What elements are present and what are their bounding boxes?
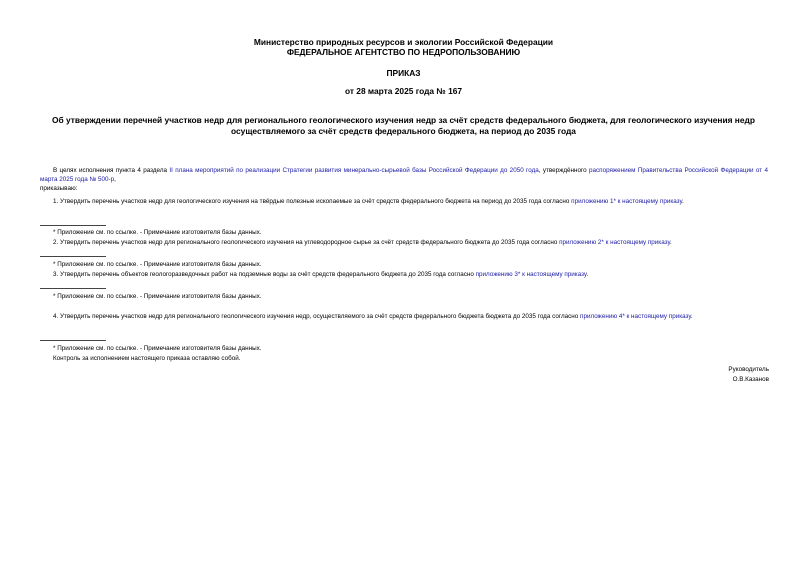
government-order-link[interactable]: распоряжением Правительства Российской Федерации от 4 марта 2025 года № 500-р — [40, 167, 768, 183]
footnote-rule — [40, 256, 106, 257]
item-4-tail: . — [690, 313, 693, 320]
signature-name: О.В.Казанов — [732, 376, 769, 383]
item-2-tail: . — [669, 239, 672, 246]
appendix-1-link[interactable]: приложению 1* к настоящему приказу — [571, 198, 683, 205]
item-2-text: 2. Утвердить перечень участков недр для регионального геологического изучения на углеводородное сырье за счёт средств федерального бюджета до 2035 года согласно — [53, 239, 560, 246]
preamble-text: , — [114, 175, 116, 183]
item-1 — [40, 198, 768, 207]
order-word: приказываю: — [40, 185, 78, 192]
item-3-text: 3. Утвердить перечень объектов геологоразведочных работ на подземные воды за счёт средств федерального бюджета до 2035 года согласно — [53, 271, 476, 278]
ministry-name: Министерство природных ресурсов и экологии Российской Федерации — [253, 37, 554, 47]
item-2 — [40, 239, 768, 248]
document-date-number: от 28 марта 2025 года № 167 — [344, 86, 463, 96]
strategy-plan-link[interactable]: II плана мероприятий по реализации Стратегии развития минерально-сырьевой базы Российской Федерации до 2050 года — [169, 167, 539, 174]
item-3 — [40, 271, 768, 280]
signature-position: Руководитель — [728, 366, 769, 373]
appendix-4-link[interactable]: приложению 4* к настоящему приказу — [580, 313, 691, 320]
appendix-2-link[interactable]: приложению 2* к настоящему приказу — [559, 239, 670, 246]
item-1-text: 1. Утвердить перечень участков недр для геологического изучения на твёрдые полезные ископаемые за счёт средств федерального бюджета на период до 2035 года согласно — [53, 198, 572, 205]
footnote-3: * Приложение см. по ссылке. - Примечание изготовителя базы данных. — [53, 293, 262, 300]
item-3-tail: . — [586, 271, 589, 278]
footnote-2: * Приложение см. по ссылке. - Примечание изготовителя базы данных. — [53, 261, 262, 268]
item-4 — [40, 313, 768, 322]
footnote-1: * Приложение см. по ссылке. - Примечание изготовителя базы данных. — [53, 229, 262, 236]
footnote-4: * Приложение см. по ссылке. - Примечание изготовителя базы данных. — [53, 345, 262, 352]
document-title: Об утверждении перечней участков недр для регионального геологического изучения недр за счёт средств федерального бюджета, для геологического изучения недр осуществляемого за счёт средств федерального бюджета, на период до 2035 года — [52, 115, 755, 136]
control-paragraph: Контроль за исполнением настоящего приказа оставляю собой. — [53, 355, 241, 362]
preamble-text: , утверждённого — [538, 167, 590, 174]
footnote-rule — [40, 288, 106, 289]
appendix-3-link[interactable]: приложению 3* к настоящему приказу — [475, 271, 587, 278]
preamble-paragraph — [40, 167, 768, 184]
footnote-rule — [40, 225, 106, 226]
item-4-text: 4. Утвердить перечень участков недр для регионального геологического изучения недр, осуществляемого за счёт средств федерального бюджета бюджета до 2035 года согласно — [53, 313, 581, 320]
footnote-rule — [40, 340, 106, 341]
item-1-tail: . — [682, 198, 684, 205]
preamble-text: В целях исполнения пункта 4 раздела — [53, 167, 170, 174]
agency-name: ФЕДЕРАЛЬНОЕ АГЕНТСТВО ПО НЕДРОПОЛЬЗОВАНИЮ — [286, 47, 521, 57]
document-type: ПРИКАЗ — [386, 68, 421, 78]
